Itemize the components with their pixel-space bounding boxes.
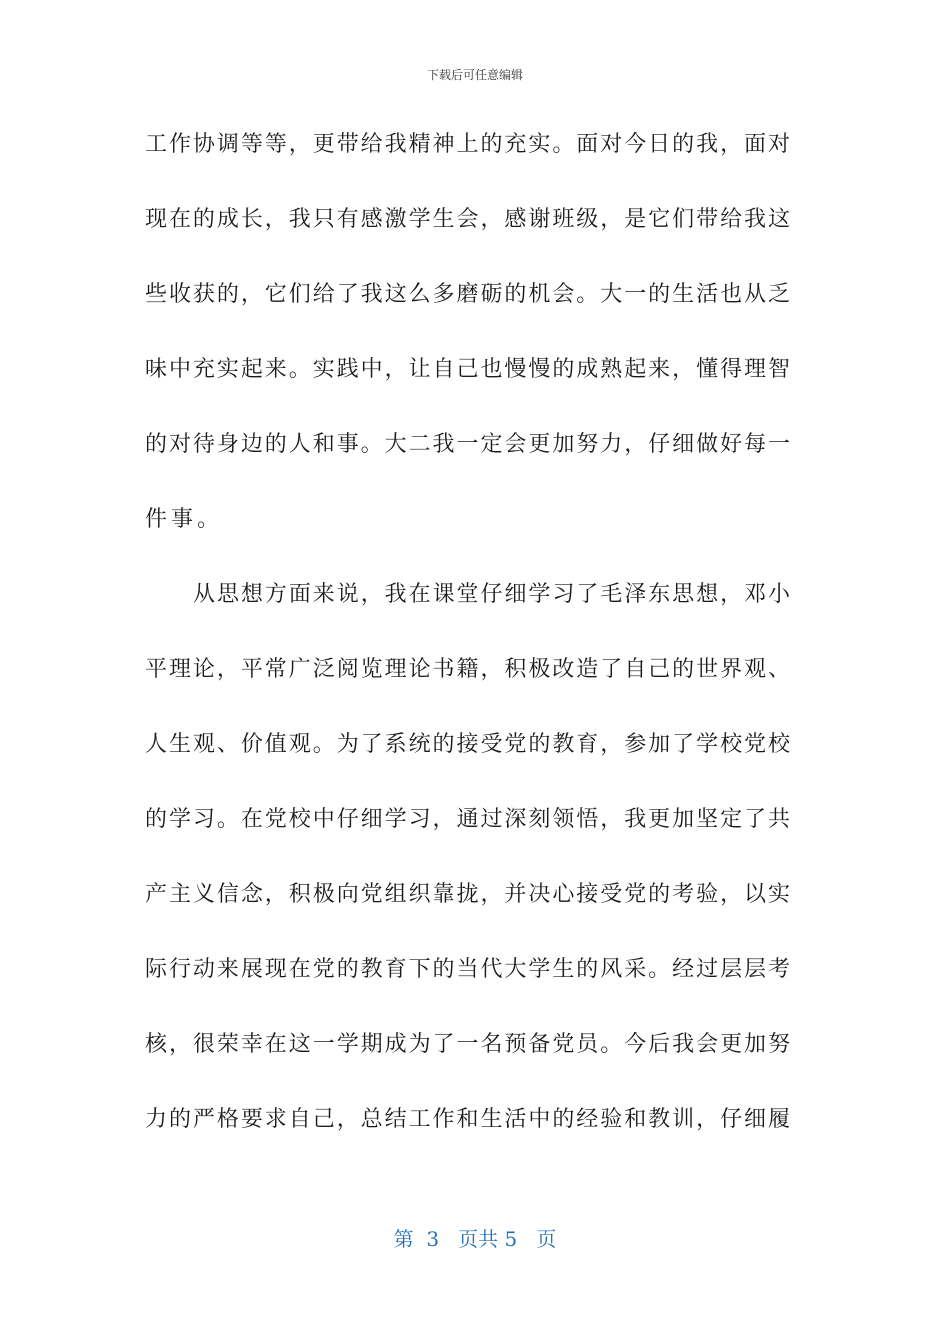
text-line: 现在的成长，我只有感激学生会，感谢班级，是它们带给我这 bbox=[145, 207, 790, 232]
text-line: 件事。 bbox=[145, 507, 224, 532]
text-line: 力的严格要求自己，总结工作和生活中的经验和教训，仔细履 bbox=[145, 1107, 790, 1132]
text-line: 产主义信念，积极向党组织靠拢，并决心接受党的考验，以实 bbox=[145, 882, 790, 907]
text-line: 从思想方面来说，我在课堂仔细学习了毛泽东思想，邓小 bbox=[193, 582, 790, 607]
page-number-footer: 第 3 页共 5 页 bbox=[393, 1227, 557, 1251]
text-line: 平理论，平常广泛阅览理论书籍，积极改造了自己的世界观、 bbox=[145, 657, 790, 682]
text-line: 些收获的，它们给了我这么多磨砺的机会。大一的生活也从乏 bbox=[145, 282, 790, 307]
text-line: 的学习。在党校中仔细学习，通过深刻领悟，我更加坚定了共 bbox=[145, 807, 790, 832]
page-header: 下载后可任意编辑 bbox=[426, 68, 523, 82]
text-line: 核，很荣幸在这一学期成为了一名预备党员。今后我会更加努 bbox=[145, 1032, 790, 1057]
text-line: 际行动来展现在党的教育下的当代大学生的风采。经过层层考 bbox=[145, 957, 790, 982]
text-line: 味中充实起来。实践中，让自己也慢慢的成熟起来，懂得理智 bbox=[145, 357, 790, 382]
text-line: 工作协调等等，更带给我精神上的充实。面对今日的我，面对 bbox=[145, 132, 790, 157]
text-line: 的对待身边的人和事。大二我一定会更加努力，仔细做好每一 bbox=[145, 432, 790, 457]
text-line: 人生观、价值观。为了系统的接受党的教育，参加了学校党校 bbox=[145, 732, 790, 757]
